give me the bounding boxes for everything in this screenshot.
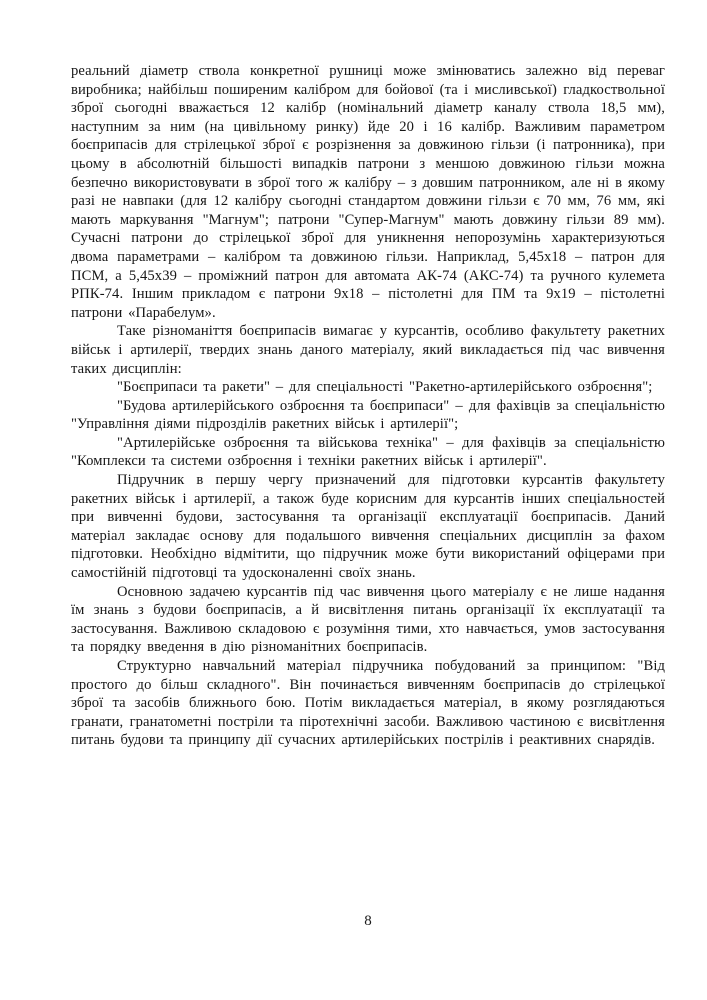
page-number: 8 xyxy=(364,913,372,929)
paragraph: реальний діаметр ствола конкретної рушниці може змінюватись залежно від переваг виробника; найбільш поширеним калібром для бойової (та і мисливської) гладкоствольної зброї сьогодні вважається 12 калібр (номінальний діаметр каналу ствола 18,5 мм), наступним за ним (на цивільному ринку) йде 20 і 16 калібр. Важливим параметром боєприпасів для стрілецької зброї є розрізнення за довжиною гільзи (і патронника), при цьому в абсолютній більшості випадків патрони з меншою довжиною гільзи можна безпечно використовувати в зброї того ж калібру – з довшим патронником, але ні в якому разі не навпаки (для 12 калібру сьогодні стандартом довжини гільзи є 70 мм, 76 мм, які мають маркування "Магнум"; патрони "Супер-Магнум" мають довжину гільзи 89 мм). Сучасні патрони до стрілецької зброї для уникнення непорозумінь характеризуються двома параметрами – калібром та довжиною гільзи. Наприклад, 5,45х18 – патрон для ПСМ, а 5,45х39 – проміжний патрон для автомата АК-74 (АКС-74) та ручного кулемета РПК-74. Іншим прикладом є патрони 9х18 – пістолетні для ПМ та 9х19 – пістолетні патрони «Парабелум». xyxy=(71,63,665,321)
paragraph: Структурно навчальний матеріал підручника побудований за принципом: "Від простого до більш складного". Він починається вивченням боєприпасів до стрілецької зброї та засобів ближнього бою. Потім викладається матеріал, в якому розглядаються гранати, гранатометні постріли та піротехнічні засоби. Важливою частиною є висвітлення питань будови та принципу дії сучасних артилерійських пострілів і реактивних снарядів. xyxy=(71,658,665,749)
paragraph: Основною задачею курсантів під час вивчення цього матеріалу є не лише надання їм знань з будови боєприпасів, а й висвітлення питань організації їх експлуатації та застосування. Важливою складовою є розуміння тими, хто навчається, умов застосування та порядку введення в дію різноманітних боєприпасів. xyxy=(71,583,665,656)
text-block xyxy=(71,62,665,750)
paragraph: "Артилерійське озброєння та військова техніка" – для фахівців за спеціальністю "Комплекси та системи озброєння і техніки ракетних військ і артилерії". xyxy=(71,434,665,470)
paragraph: Підручник в першу чергу призначений для підготовки курсантів факультету ракетних військ і артилерії, а також буде корисним для курсантів інших спеціальностей при вивченні будови, застосування та організації експлуатації боєприпасів. Даний матеріал закладає основу для подальшого вивчення спеціальних дисциплін за фахом підготовки. Необхідно відмітити, що підручник може бути використаний офіцерами при самостійній підготовці та удосконаленні своїх знань. xyxy=(71,472,665,582)
paragraph: "Боєприпаси та ракети" – для спеціальності "Ракетно-артилерійського озброєння"; xyxy=(117,379,653,396)
paragraph: "Будова артилерійського озброєння та боєприпаси" – для фахівців за спеціальністю "Управління діями підрозділів ракетних військ і артилерії"; xyxy=(71,397,665,433)
paragraph: Таке різноманіття боєприпасів вимагає у курсантів, особливо факультету ракетних військ і артилерії, твердих знань даного матеріалу, який викладається під час вивчення таких дисциплін: xyxy=(71,323,665,377)
